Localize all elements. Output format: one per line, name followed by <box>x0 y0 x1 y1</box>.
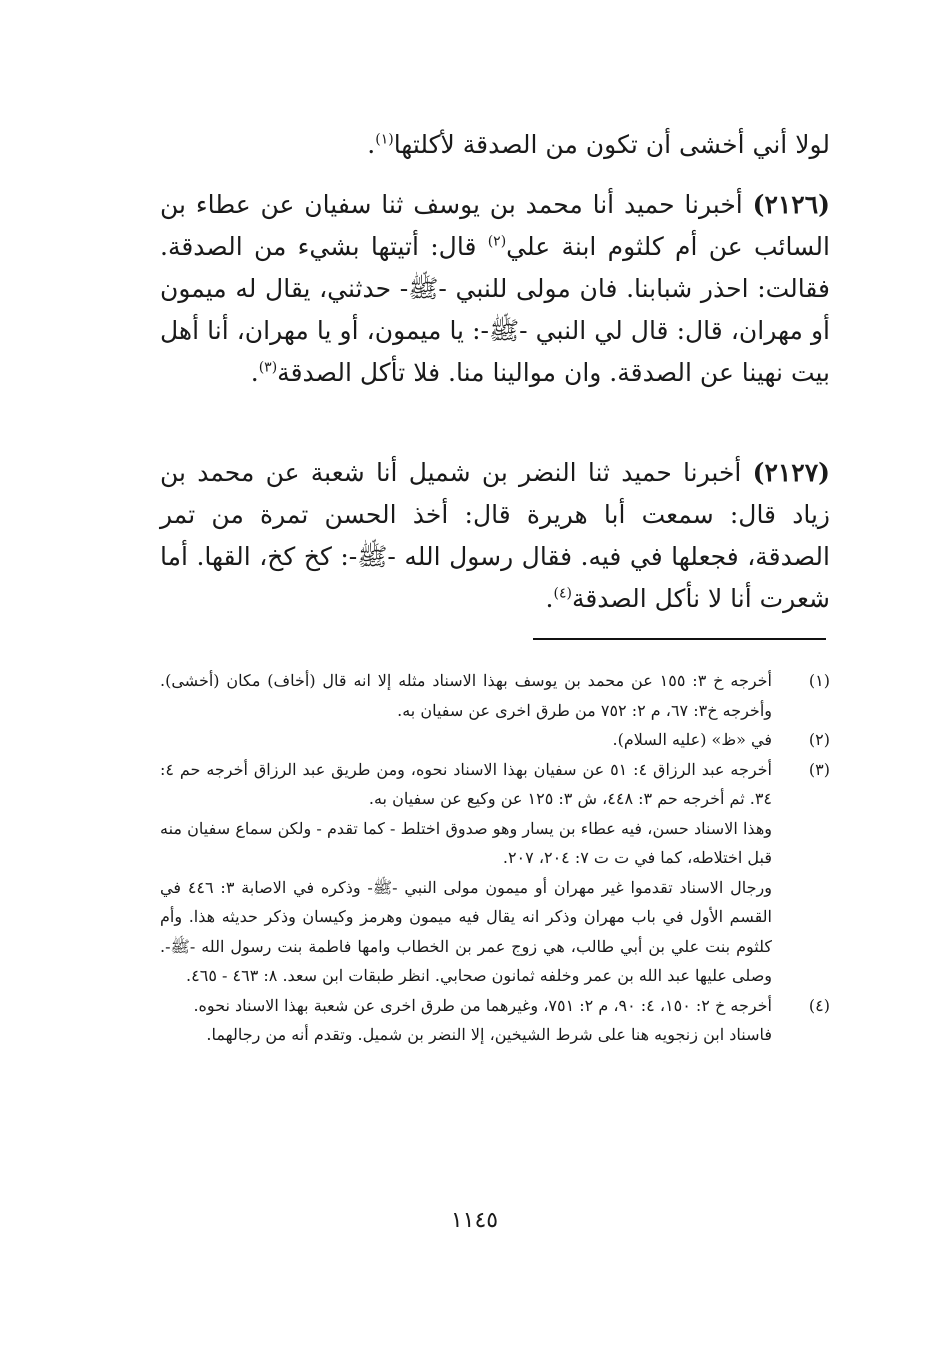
footnote-text: أخرجه خ ٢: ١٥٠، ٤: ٩٠، م ٢: ٧٥١، وغيرهما من طرق اخرى عن شعبة بهذا الاسناد نحوه. <box>193 995 772 1015</box>
footnote-3-continued: وهذا الاسناد حسن، فيه عطاء بن يسار وهو صدوق اختلط - كما تقدم - ولكن سماع سفيان منه قبل اختلاطه، كما في ت ت ٧: ٢٠٤، ٢٠٧. <box>160 818 772 867</box>
paragraph-text: لولا أني أخشى أن تكون من الصدقة لأكلتها <box>393 130 830 159</box>
footnote-label: (٤) <box>808 995 830 1015</box>
footnote-ref: (٣) <box>258 359 278 376</box>
hadith-number: (٢١٢٧) <box>752 458 830 487</box>
footnote-divider <box>533 638 826 640</box>
hadith-text: قال: أتيتها بشيء من الصدقة. فقالت: احذر شبابنا. فان مولى للنبي -ﷺ- حدثني، يقال له ميمون أو مهران، قال: قال لي النبي -ﷺ-: يا ميمون، أو يا مهران، أنا أهل بيت نهينا عن الصدقة. وان موالينا منا. فلا تأكل الصدقة <box>160 232 830 387</box>
hadith-number: (٢١٢٦) <box>752 190 830 219</box>
hadith-text: أخبرنا حميد ثنا النضر بن شميل أنا شعبة عن محمد بن زياد قال: سمعت أبا هريرة قال: أخذ الحسن تمرة من تمر الصدقة، فجعلها في فيه. فقال رسول الله -ﷺ-: كخ كخ، القها. أما شعرت أنا لا نأكل الصدقة <box>160 458 830 613</box>
page-number: ١١٤٥ <box>450 1208 499 1233</box>
footnote-label: (٢) <box>808 730 830 749</box>
hadith-end: . <box>545 584 554 613</box>
paragraph-intro <box>160 124 830 166</box>
footnote-3 <box>160 755 830 814</box>
footnote-label: (١) <box>808 671 830 690</box>
paragraph-end: . <box>367 130 376 159</box>
footnotes <box>160 666 830 1050</box>
hadith-text: أخبرنا حميد أنا محمد بن يوسف ثنا سفيان عن عطاء بن السائب عن أم كلثوم ابنة علي <box>160 190 830 261</box>
footnote-ref: (١) <box>375 131 394 148</box>
footnote-4-continued: فاسناد ابن زنجويه هنا على شرط الشيخين، إلا النضر بن شميل. وتقدم أنه من رجالهما. <box>206 1025 772 1044</box>
footnote-text: أخرجه عبد الرزاق ٤: ٥١ عن سفيان بهذا الاسناد نحوه، ومن طريق عبد الرزاق أخرجه حم ٤: ٣٤. ثم أخرجه حم ٣: ٤٤٨، ش ٣: ١٢٥ عن وكيع عن سفيان به. <box>160 759 773 808</box>
hadith-2127 <box>160 452 830 620</box>
footnote-text: أخرجه خ ٣: ١٥٥ عن محمد بن يوسف بهذا الاسناد مثله إلا انه قال (أخاف) مكان (أخشى). وأخرجه خ٣: ٦٧، م ٢: ٧٥٢ من طرق اخرى عن سفيان به. <box>160 671 772 720</box>
hadith-end: . <box>250 358 259 387</box>
footnote-label: (٣) <box>808 759 830 779</box>
footnote-text: في «ظ» (عليه السلام). <box>612 730 772 749</box>
hadith-2126 <box>160 184 830 394</box>
footnote-3-continued: ورجال الاسناد تقدموا غير مهران أو ميمون مولى النبي -ﷺ- وذكره في الاصابة ٣: ٤٤٦ في القسم الأول في باب مهران وذكر انه يقال فيه ميمون وهرمز وكيسان وذكر حديثه هذا. وأم كلثوم بنت علي بن أبي طالب، هي زوج عمر بن الخطاب وامها فاطمة بنت رسول الله -ﷺ-. وصلى عليها عبد الله بن عمر وخلفه ثمانون صحابي. انظر طبقات ابن سعد. ٨: ٤٦٣ - ٤٦٥. <box>160 877 772 985</box>
footnote-2 <box>160 725 830 755</box>
footnote-4 <box>160 991 830 1021</box>
footnote-ref: (٤) <box>553 585 572 602</box>
footnote-ref: (٢) <box>487 233 507 250</box>
footnote-1 <box>160 666 830 725</box>
